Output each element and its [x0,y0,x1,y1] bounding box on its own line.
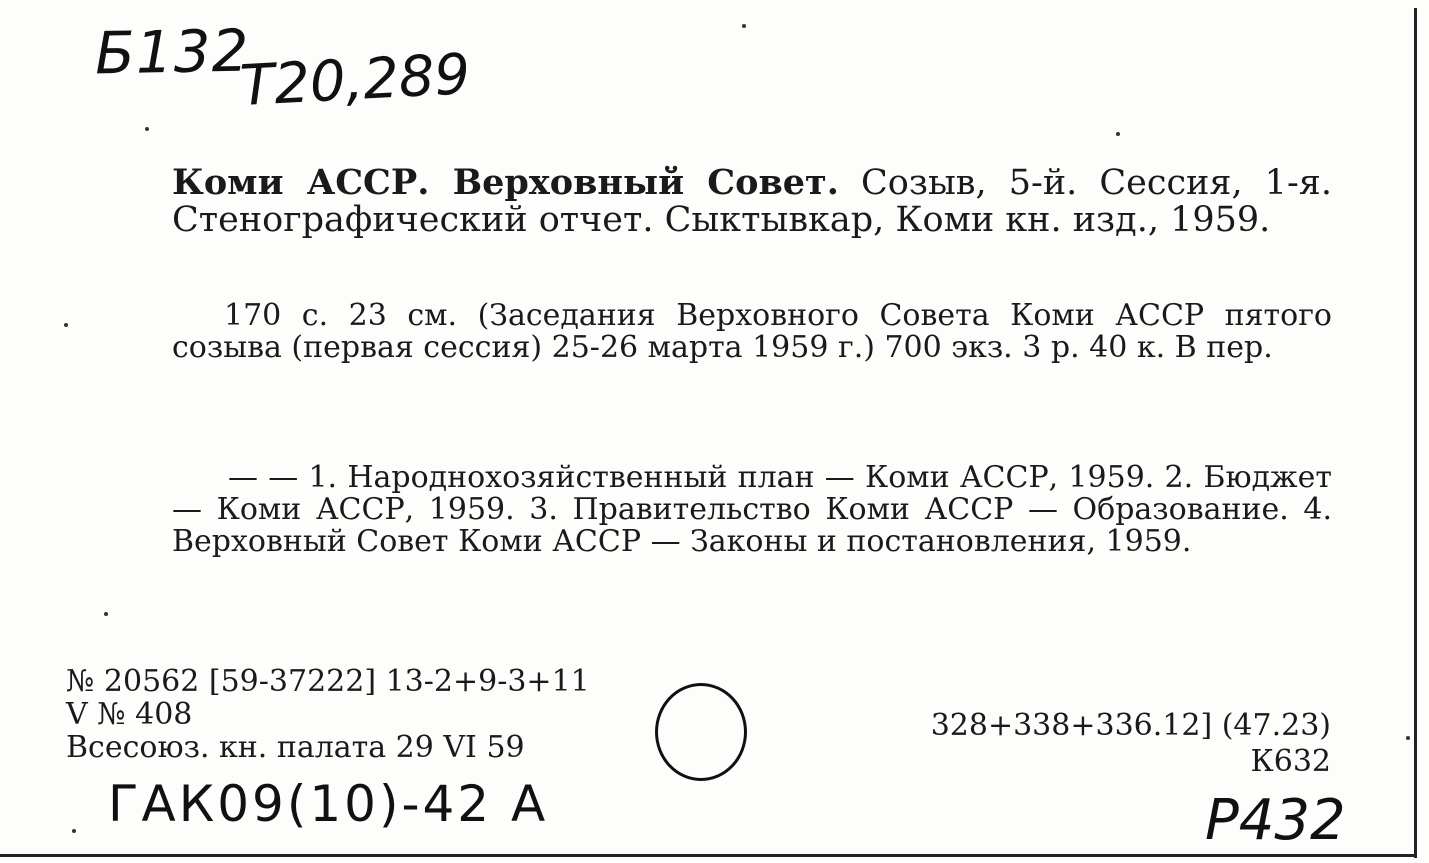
udc-index: 328+338+336.12] (47.23) [930,708,1331,743]
tracings-text: — — 1. Народнохозяйственный план — Коми АССР, 1959. 2. Бюджет — Коми АССР, 1959. 3. Правительство Коми АССР — Образование. 4. Верховный Совет Коми АССР — Законы и постановления, 1959. [172,460,1332,559]
ink-speck [104,612,108,616]
bibliographic-title [172,164,1332,239]
ink-speck [64,323,68,327]
corporate-heading: Коми АССР. Верховный Совет. [172,162,839,203]
registration-number: № 20562 [59-37222] 13-2+9-3+11 [66,664,590,699]
author-mark: К632 [1250,744,1331,779]
registration-chamber: Всесоюз. кн. палата 29 VI 59 [66,730,525,765]
title-statement: Созыв, 5-й. Сессия, 1-я. Стенографический отчет. Сыктывкар, Коми кн. изд., 1959. [172,163,1332,240]
handwritten-shelf-code: Б132 [94,16,251,88]
registration-block [66,665,590,764]
ink-speck [72,829,76,833]
ink-speck [742,24,746,28]
subject-tracings [172,462,1332,558]
collation-note [172,300,1332,364]
card-edge-right [1414,8,1417,858]
ink-speck [1116,132,1120,136]
ink-speck [1406,736,1410,740]
handwritten-inventory-number: T20,289 [238,42,472,119]
classification-block [931,708,1331,780]
registration-volume: V № 408 [66,697,193,732]
card-edge-bottom [0,854,1417,857]
card-punch-hole [655,683,747,781]
handwritten-call-number: Р432 [1205,788,1346,853]
collation-text: 170 с. 23 см. (Заседания Верховного Совета Коми АССР пятого созыва (первая сессия) 25-26 марта 1959 г.) 700 экз. 3 р. 40 к. В пер. [172,298,1332,365]
ink-speck [145,127,149,131]
handwritten-archive-code: ГАК09(10)-42 А [108,775,549,833]
